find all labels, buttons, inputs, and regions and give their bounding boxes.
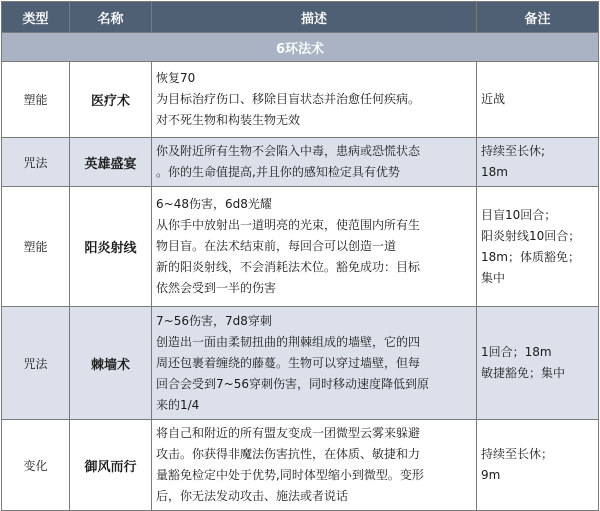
header-desc: 描述 [152,2,477,33]
spell-type: 塑能 [2,62,70,138]
spell-description [152,187,477,307]
description-line: 。你的生命值提高,并且你的感知检定具有优势 [156,165,400,179]
spell-type: 塑能 [2,187,70,307]
table-row [2,138,599,187]
note-line: 敏捷豁免；集中 [481,366,566,380]
table-row [2,420,599,511]
header-type: 类型 [2,2,70,33]
section-row [2,33,599,62]
description-line: 对不死生物和构装生物无效 [156,113,301,127]
note-line: 18m；体质豁免； [481,249,580,264]
spell-description [152,138,477,187]
description-line: 物目盲。在法术结束前，每回合可以创造一道 [156,239,397,253]
header-name: 名称 [70,2,152,33]
description-line: 周还包裹着缠绕的藤蔓。生物可以穿过墙壁，但每 [156,355,421,370]
note-line: 阳炎射线10回合； [481,228,581,243]
note-line: 持续至长休; [481,144,546,158]
note-line: 9m [481,468,501,482]
spell-note [477,420,599,511]
spell-description [152,420,477,511]
spell-name: 英雄盛宴 [70,138,152,187]
description-line: 7~56伤害，7d8穿刺 [156,313,272,328]
section-title: 6环法术 [2,33,599,62]
spell-name: 御风而行 [70,420,152,511]
spell-name: 阳炎射线 [70,187,152,307]
description-line: 回合会受到7~56穿刺伤害，同时移动速度降低到原 [156,376,429,391]
spell-note [477,187,599,307]
note-line: 目盲10回合； [481,207,557,222]
spell-description [152,307,477,420]
note-line: 18m [481,165,508,179]
spell-type: 咒法 [2,307,70,420]
table-row [2,62,599,138]
spell-name: 医疗术 [70,62,152,138]
description-line: 将自己和附近的所有盟友变成一团微型云雾来躲避 [156,426,421,440]
description-line: 为目标治疗伤口、移除目盲状态并治愈任何疾病。 [156,92,421,106]
note-line: 近战 [481,92,506,106]
description-line: 从你手中放射出一道明亮的光束，使范围内所有生 [156,218,421,232]
spell-table [1,1,599,511]
header-note: 备注 [477,2,599,33]
description-line: 攻击。你获得非魔法伤害抗性，在体质、敏捷和力 [156,447,421,461]
spell-note [477,307,599,420]
description-line: 后，你无法发动攻击、施法或者说话 [156,489,349,503]
spell-note [477,62,599,138]
table-row [2,187,599,307]
note-line: 1回合；18m [481,345,552,359]
table-header-row [2,2,599,33]
spell-type: 咒法 [2,138,70,187]
description-line: 恢复70 [156,71,196,85]
note-line: 集中 [481,270,506,285]
description-line: 来的1/4 [156,397,200,412]
spell-description [152,62,477,138]
description-line: 新的阳炎射线，不会消耗法术位。豁免成功：目标 [156,260,421,274]
note-line: 持续至长休； [481,447,554,461]
description-line: 创造出一面由柔韧扭曲的荆棘组成的墙壁，它的四 [156,334,421,349]
description-line: 依然会受到一半的伤害 [156,281,277,295]
description-line: 你及附近所有生物不会陷入中毒，患病或恐慌状态 [156,144,421,158]
spell-note [477,138,599,187]
spell-type: 变化 [2,420,70,511]
description-line: 6~48伤害，6d8光耀 [156,197,272,211]
description-line: 量豁免检定中处于优势,同时体型缩小到微型。变形 [156,468,424,482]
spell-name: 棘墙术 [70,307,152,420]
table-row [2,307,599,420]
